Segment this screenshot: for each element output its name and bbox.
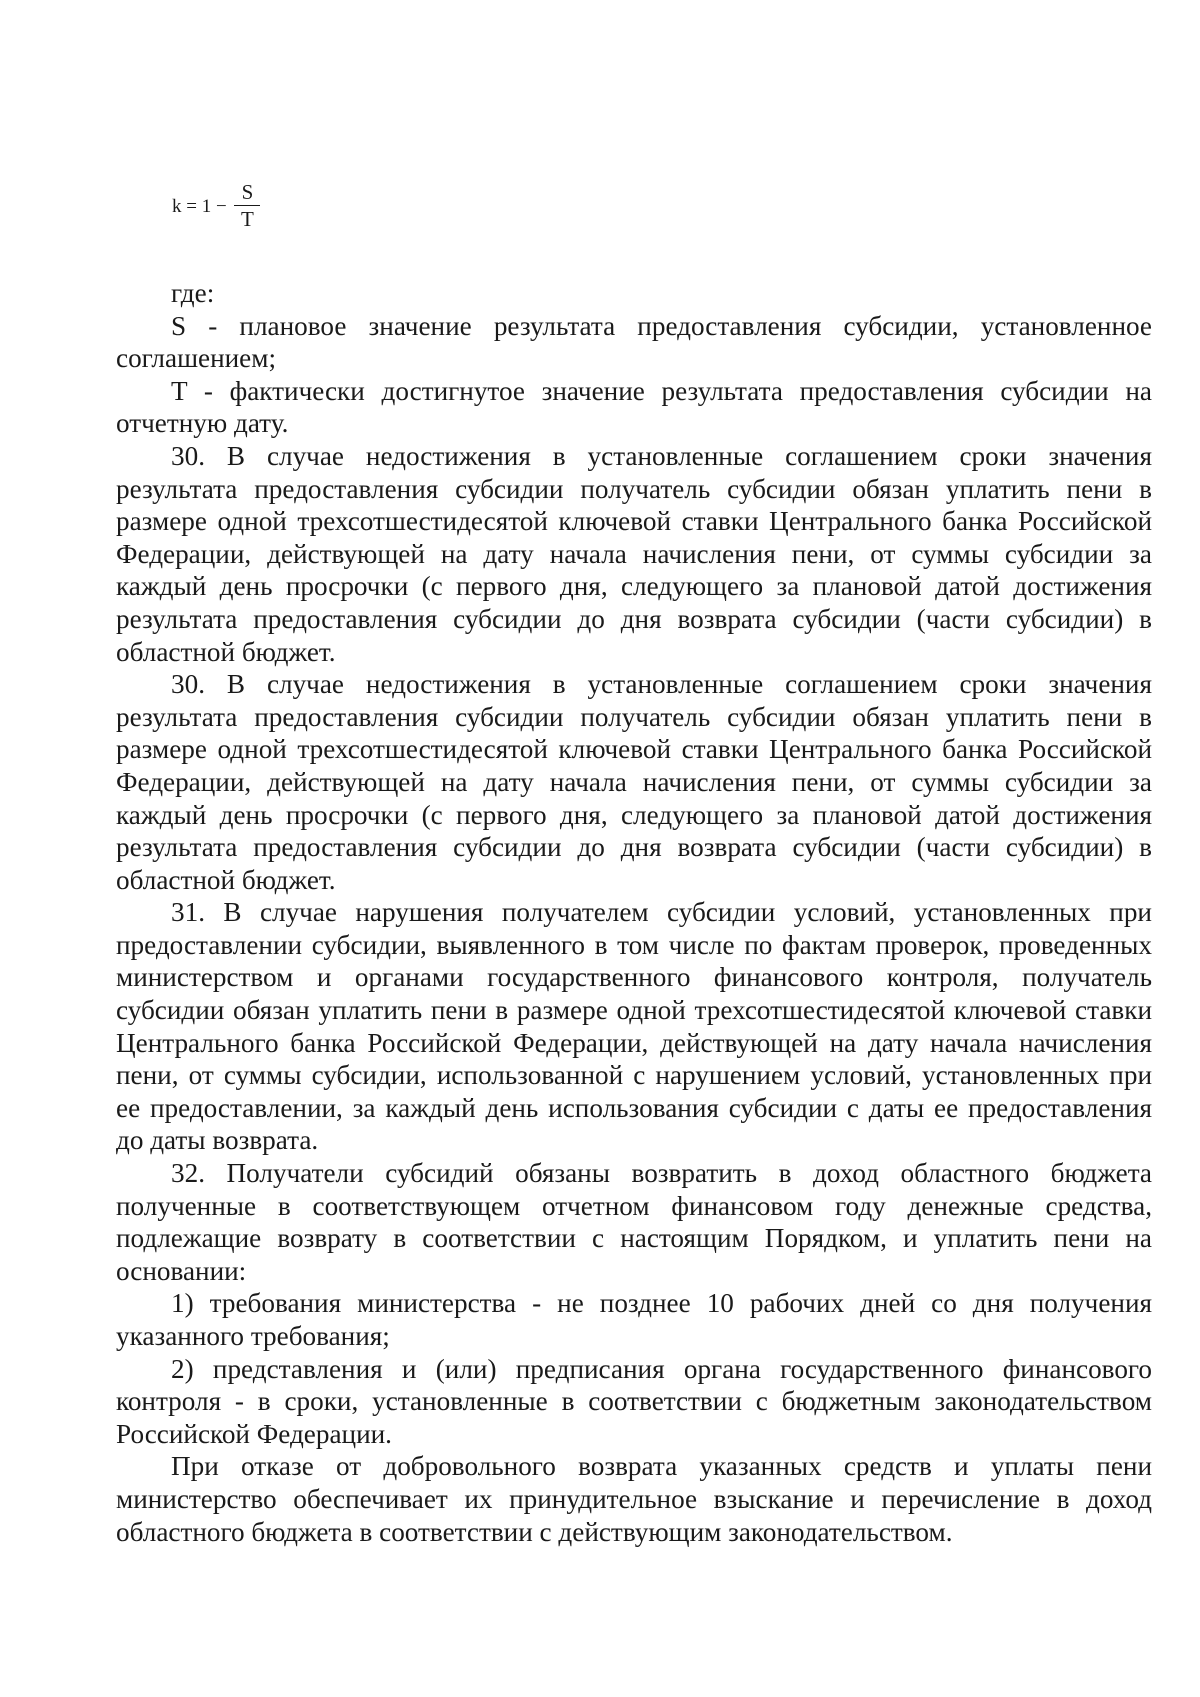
paragraph-item-32-sub-2: 2) представления и (или) предписания органа государственного финансового контроля - в сроки, установленные в соответствии с бюджетным законодательством Российской Федерации.: [116, 1353, 1152, 1449]
paragraph-refusal: При отказе от добровольного возврата указанных средств и уплаты пени министерство обеспечивает их принудительное взыскание и перечисление в доход областного бюджета в соответствии с действующим законодательством.: [116, 1451, 1152, 1547]
paragraph-s-definition: S - плановое значение результата предоставления субсидии, установленное соглашением;: [116, 310, 1152, 374]
formula-fraction: [234, 182, 260, 230]
paragraph-item-30-repeat: 30. В случае недостижения в установленные соглашением сроки значения результата предоставления субсидии получатель субсидии обязан уплатить пени в размере одной трехсотшестидесятой ключевой ставки Центрального банка Российской Федерации, действующей на дату начала начисления пени, от суммы субсидии за каждый день просрочки (с первого дня, следующего за плановой датой достижения результата предоставления субсидии до дня возврата субсидии (части субсидии) в областной бюджет.: [116, 669, 1152, 895]
formula-lhs: k = 1 −: [172, 195, 232, 217]
formula-numerator: S: [234, 182, 260, 206]
formula-denominator: T: [241, 207, 254, 231]
paragraph-where: где:: [171, 278, 215, 308]
formula-k: [172, 182, 260, 230]
paragraph-t-definition: T - фактически достигнутое значение результата предоставления субсидии на отчетную дату.: [116, 375, 1152, 439]
paragraph-item-31: 31. В случае нарушения получателем субсидии условий, установленных при предоставлении субсидии, выявленного в том числе по фактам проверок, проведенных министерством и органами государственного финансового контроля, получатель субсидии обязан уплатить пени в размере одной трехсотшестидесятой ключевой ставки Центрального банка Российской Федерации, действующей на дату начала начисления пени, от суммы субсидии, использованной с нарушением условий, установленных при ее предоставлении, за каждый день использования субсидии с даты ее предоставления до даты возврата.: [116, 897, 1152, 1156]
paragraph-item-30: 30. В случае недостижения в установленные соглашением сроки значения результата предоставления субсидии получатель субсидии обязан уплатить пени в размере одной трехсотшестидесятой ключевой ставки Центрального банка Российской Федерации, действующей на дату начала начисления пени, от суммы субсидии за каждый день просрочки (с первого дня, следующего за плановой датой достижения результата предоставления субсидии до дня возврата субсидии (части субсидии) в областной бюджет.: [116, 440, 1152, 667]
paragraph-item-32-sub-1: 1) требования министерства - не позднее 10 рабочих дней со дня получения указанного требования;: [116, 1288, 1152, 1351]
document-body: [116, 277, 1152, 1548]
paragraph-item-32: 32. Получатели субсидий обязаны возвратить в доход областного бюджета полученные в соответствующем отчетном финансовом году денежные средства, подлежащие возврату в соответствии с настоящим Порядком, и уплатить пени на основании:: [116, 1158, 1152, 1286]
